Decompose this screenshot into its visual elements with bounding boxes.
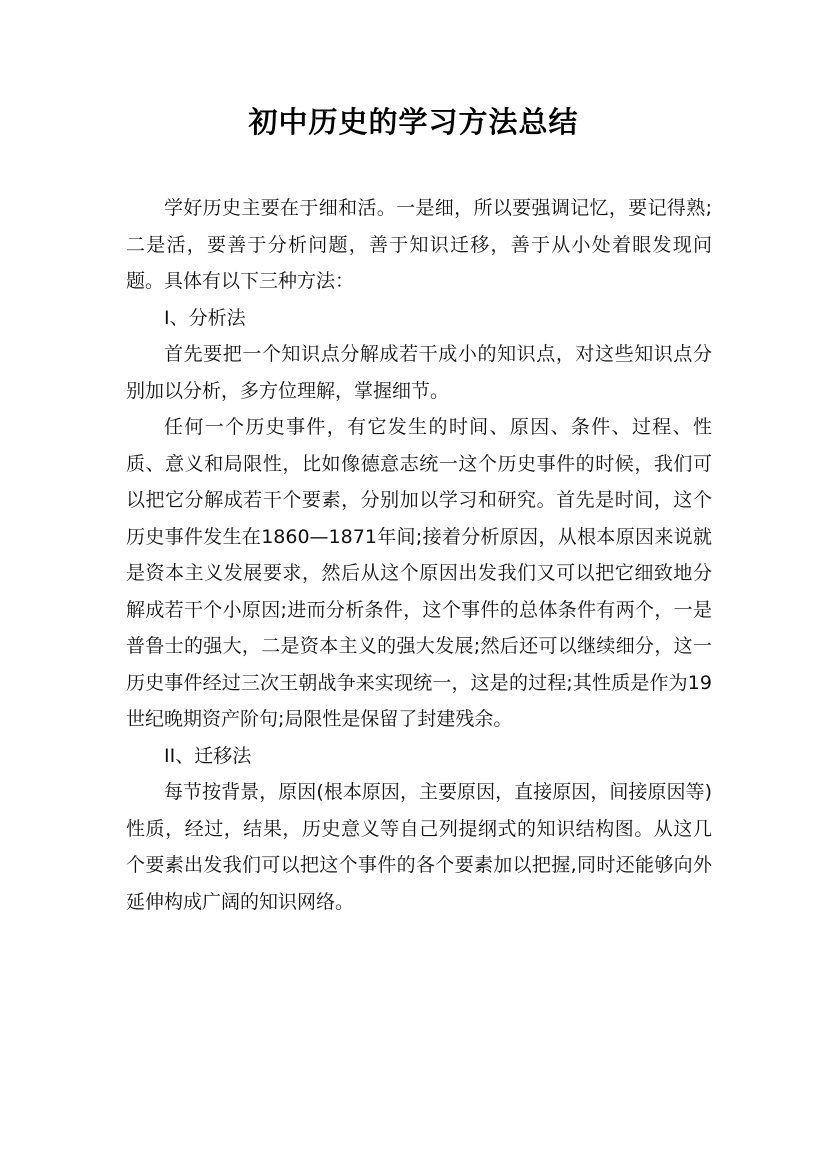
document-title: 初中历史的学习方法总结 xyxy=(248,105,579,139)
section-heading-analysis-method: I、分析法 xyxy=(164,306,246,329)
document-body xyxy=(126,190,712,920)
paragraph-transfer-method: 每节按背景，原因(根本原因，主要原因，直接原因，间接原因等)性质，经过，结果，历史意义等自己列提纲式的知识结构图。从这几个要素出发我们可以把这个事件的各个要素加以把握,同时还能够向外延伸构成广阔的知识网络。 xyxy=(126,781,712,913)
paragraph-analysis-intro: 首先要把一个知识点分解成若干成小的知识点，对这些知识点分别加以分析，多方位理解，掌握细节。 xyxy=(126,343,712,402)
paragraph-analysis-example: 任何一个历史事件，有它发生的时间、原因、条件、过程、性质、意义和局限性，比如像德意志统一这个历史事件的时候，我们可以把它分解成若干个要素，分别加以学习和研究。首先是时间，这个历史事件发生在1860—1871年间;接着分析原因，从根本原因来说就是资本主义发展要求，然后从这个原因出发我们又可以把它细致地分解成若干个小原因;进而分析条件，这个事件的总体条件有两个，一是普鲁士的强大，二是资本主义的强大发展;然后还可以继续细分，这一历史事件经过三次王朝战争来实现统一，这是的过程;其性质是作为19世纪晚期资产阶句;局限性是保留了封建残余。 xyxy=(126,416,712,730)
section-heading-transfer-method: II、迁移法 xyxy=(164,744,252,767)
paragraph-intro: 学好历史主要在于细和活。一是细，所以要强调记忆，要记得熟;二是活，要善于分析问题，善于知识迁移，善于从小处着眼发现问题。具体有以下三种方法： xyxy=(126,197,712,292)
